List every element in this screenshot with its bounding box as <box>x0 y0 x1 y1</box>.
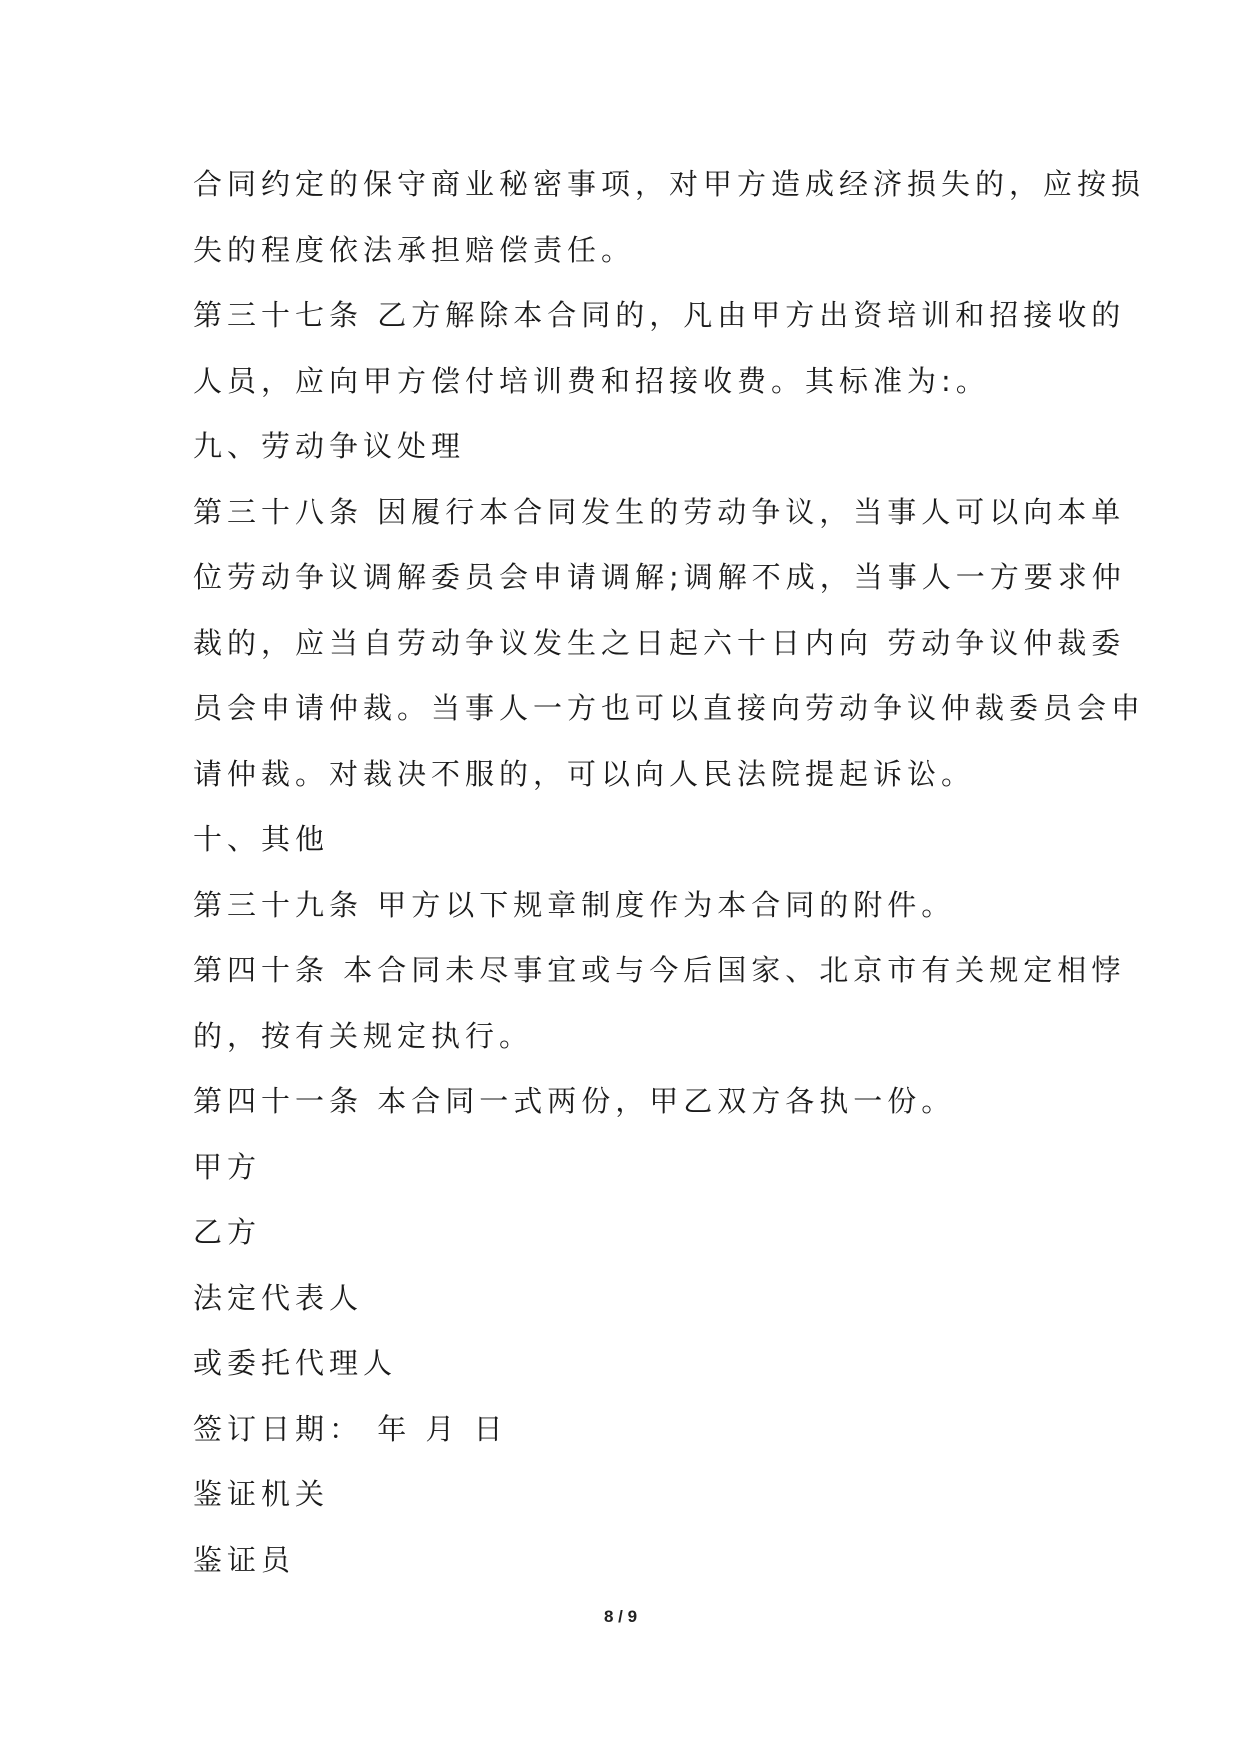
party-b-label: 乙方 <box>193 1215 262 1249</box>
article-39-line: 第三十九条 甲方以下规章制度作为本合同的附件。 <box>193 887 956 922</box>
party-a-label: 甲方 <box>193 1149 262 1184</box>
certification-authority-label: 鉴证机关 <box>193 1477 330 1511</box>
text-line: 失的程度依法承担赔偿责任。 <box>193 232 636 267</box>
article-40-line: 第四十条 本合同未尽事宜或与今后国家、北京市有关规定相悖 <box>193 953 1126 987</box>
text-line: 请仲裁。对裁决不服的，可以向人民法院提起诉讼。 <box>193 756 976 791</box>
contract-text-body <box>193 152 1146 1593</box>
text-line: 员会申请仲裁。当事人一方也可以直接向劳动争议仲裁委员会申 <box>193 691 1146 725</box>
text-line: 人员，应向甲方偿付培训费和招接收费。其标准为:。 <box>193 363 990 398</box>
signing-date-label: 签订日期： 年 月 日 <box>193 1411 508 1446</box>
text-line: 合同约定的保守商业秘密事项，对甲方造成经济损失的，应按损 <box>193 167 1146 201</box>
article-37-line: 第三十七条 乙方解除本合同的，凡由甲方出资培训和招接收的 <box>193 298 1126 332</box>
text-line: 的，按有关规定执行。 <box>193 1018 534 1053</box>
text-line: 位劳动争议调解委员会申请调解;调解不成，当事人一方要求仲 <box>193 560 1126 594</box>
certifier-label: 鉴证员 <box>193 1542 296 1577</box>
text-line: 裁的，应当自劳动争议发生之日起六十日内向 劳动争议仲裁委 <box>193 625 1126 660</box>
article-41-line: 第四十一条 本合同一式两份，甲乙双方各执一份。 <box>193 1084 956 1118</box>
authorized-agent-label: 或委托代理人 <box>193 1346 398 1380</box>
page-number: 8 / 9 <box>603 1607 638 1626</box>
section-heading-10: 十、其他 <box>193 822 330 856</box>
legal-representative-label: 法定代表人 <box>193 1280 364 1315</box>
section-heading-9: 九、劳动争议处理 <box>193 429 466 463</box>
article-38-line: 第三十八条 因履行本合同发生的劳动争议，当事人可以向本单 <box>193 494 1126 529</box>
